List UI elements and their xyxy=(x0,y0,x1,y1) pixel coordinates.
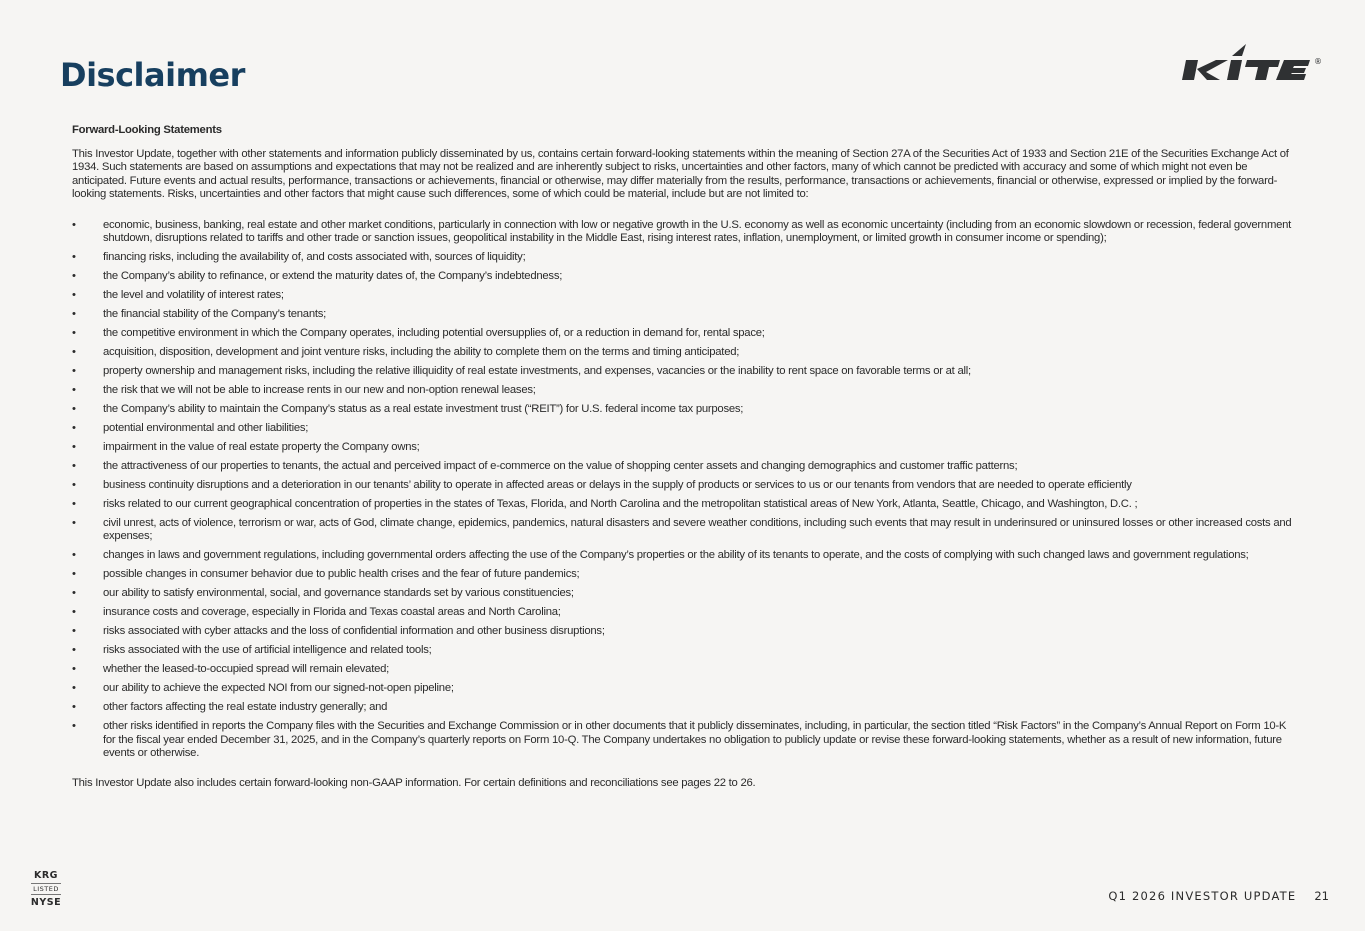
kite-logo-icon xyxy=(1176,42,1324,84)
bullet-icon: • xyxy=(72,568,76,581)
list-item-text: the Company’s ability to maintain the Company’s status as a real estate investment trust (“REIT”) for U.S. federal income tax purposes; xyxy=(103,403,744,416)
intro-paragraph: This Investor Update, together with other statements and information publicly disseminated by us, contains certain forward-looking statements within the meaning of Section 27A of the Securities Act of 1933 and Section 21E of the Securities Exchange Act of 1934. Such statements are based on assumptions and expectations that may not be realized and are inherently subject to risks, uncertainties and other factors, many of which cannot be predicted with accuracy and some of which might not even be anticipated. Future events and actual results, performance, transactions or achievements, financial or otherwise, may differ materially from the results, performance, transactions or achievements, financial or otherwise, expressed or implied by the forward-looking statements. Risks, uncertainties and other factors that might cause such differences, some of which could be material, include but are not limited to: xyxy=(72,148,1289,200)
list-item xyxy=(72,384,1294,397)
bullet-icon: • xyxy=(72,251,76,264)
bullet-icon: • xyxy=(72,625,76,638)
list-item xyxy=(72,701,1294,714)
list-item-text: insurance costs and coverage, especially in Florida and Texas coastal areas and North Carolina; xyxy=(103,606,561,619)
list-item xyxy=(72,587,1294,600)
bullet-icon: • xyxy=(72,498,76,511)
bullet-icon: • xyxy=(72,517,76,530)
list-item xyxy=(72,308,1294,321)
risk-factor-list xyxy=(72,219,1294,760)
list-item xyxy=(72,682,1294,695)
list-item xyxy=(72,663,1294,676)
list-item-text: risks related to our current geographical concentration of properties in the states of Texas, Florida, and North Carolina and the metropolitan statistical areas of New York, Atlanta, Seattle, Chicago, and Washington, D.C. ; xyxy=(103,498,1138,511)
report-label: Q1 2026 INVESTOR UPDATE xyxy=(1108,889,1297,903)
list-item xyxy=(72,606,1294,619)
bullet-icon: • xyxy=(72,682,76,695)
ticker-badge xyxy=(28,870,64,908)
bullet-icon: • xyxy=(72,289,76,302)
list-item-text: changes in laws and government regulations, including governmental orders affecting the use of the Company’s properties or the ability of its tenants to operate, and the costs of complying with such changed laws and government regulations; xyxy=(103,549,1249,562)
list-item-text: the financial stability of the Company’s tenants; xyxy=(103,308,327,321)
page-number: 21 xyxy=(1314,889,1329,903)
bullet-icon: • xyxy=(72,327,76,340)
bullet-icon: • xyxy=(72,403,76,416)
ticker-symbol: KRG xyxy=(34,870,58,881)
list-item-text: impairment in the value of real estate property the Company owns; xyxy=(103,441,420,454)
bullet-icon: • xyxy=(72,346,76,359)
list-item xyxy=(72,251,1294,264)
list-item-text: the level and volatility of interest rates; xyxy=(103,289,284,302)
list-item-text: other risks identified in reports the Company files with the Securities and Exchange Commission or in other documents that it publicly disseminates, including, in particular, the section titled “Risk Factors” in the Company’s Annual Report on Form 10-K for the fiscal year ended December 31, 2025, and in the Company’s quarterly reports on Form 10-Q. The Company undertakes no obligation to publicly update or revise these forward-looking statements, whether as a result of new information, future events or otherwise. xyxy=(103,720,1287,759)
kite-logo xyxy=(1176,42,1324,84)
list-item-text: the risk that we will not be able to increase rents in our new and non-option renewal leases; xyxy=(103,384,536,397)
list-item xyxy=(72,327,1294,340)
bullet-icon: • xyxy=(72,479,76,492)
list-item xyxy=(72,289,1294,302)
list-item xyxy=(72,346,1294,359)
list-item xyxy=(72,441,1294,454)
bullet-icon: • xyxy=(72,460,76,473)
list-item-text: acquisition, disposition, development and joint venture risks, including the ability to complete them on the terms and timing anticipated; xyxy=(103,346,740,359)
page-footer xyxy=(1108,889,1329,903)
bullet-icon: • xyxy=(72,270,76,283)
page-title: Disclaimer xyxy=(60,56,245,94)
list-item-text: property ownership and management risks, including the relative illiquidity of real estate investments, and expenses, vacancies or the inability to rent space on favorable terms or at all; xyxy=(103,365,971,378)
bullet-icon: • xyxy=(72,701,76,714)
bullet-icon: • xyxy=(72,644,76,657)
bullet-icon: • xyxy=(72,441,76,454)
bullet-icon: • xyxy=(72,587,76,600)
list-item xyxy=(72,403,1294,416)
ticker-listed: LISTED xyxy=(31,883,61,895)
list-item xyxy=(72,479,1294,492)
list-item-text: business continuity disruptions and a deterioration in our tenants’ ability to operate in affected areas or delays in the supply of products or services to us or our tenants from vendors that are needed to operate efficiently xyxy=(103,479,1132,492)
list-item-text: risks associated with the use of artificial intelligence and related tools; xyxy=(103,644,432,657)
list-item xyxy=(72,720,1294,760)
list-item-text: our ability to achieve the expected NOI from our signed-not-open pipeline; xyxy=(103,682,454,695)
list-item xyxy=(72,644,1294,657)
bullet-icon: • xyxy=(72,308,76,321)
bullet-icon: • xyxy=(72,384,76,397)
list-item-text: the Company’s ability to refinance, or extend the maturity dates of, the Company’s indebtedness; xyxy=(103,270,563,283)
list-item xyxy=(72,517,1294,543)
ticker-exchange: NYSE xyxy=(30,897,62,908)
bullet-icon: • xyxy=(72,219,76,232)
disclaimer-body xyxy=(72,124,1294,790)
bullet-icon: • xyxy=(72,720,76,733)
bullet-icon: • xyxy=(72,663,76,676)
list-item xyxy=(72,422,1294,435)
list-item-text: civil unrest, acts of violence, terrorism or war, acts of God, climate change, epidemics, pandemics, natural disasters and severe weather conditions, including such events that may result in underinsured or uninsured losses or other increased costs and expenses; xyxy=(103,517,1292,543)
closing-paragraph: This Investor Update also includes certain forward-looking non-GAAP information. For certain definitions and reconciliations see pages 22 to 26. xyxy=(72,777,756,790)
list-item-text: financing risks, including the availability of, and costs associated with, sources of liquidity; xyxy=(103,251,526,264)
list-item-text: potential environmental and other liabilities; xyxy=(103,422,309,435)
list-item-text: the competitive environment in which the Company operates, including potential oversupplies of, or a reduction in demand for, rental space; xyxy=(103,327,765,340)
list-item-text: possible changes in consumer behavior due to public health crises and the fear of future pandemics; xyxy=(103,568,580,581)
list-item xyxy=(72,365,1294,378)
list-item xyxy=(72,549,1294,562)
list-item-text: whether the leased-to-occupied spread will remain elevated; xyxy=(103,663,390,676)
list-item-text: economic, business, banking, real estate and other market conditions, particularly in connection with low or negative growth in the U.S. economy as well as economic uncertainty (including from an economic slowdown or recession, federal government shutdown, disruptions related to tariffs and other trade or sanction issues, geopolitical instability in the Middle East, rising interest rates, inflation, unemployment, or limited growth in consumer income or spending); xyxy=(103,219,1292,245)
list-item xyxy=(72,625,1294,638)
list-item xyxy=(72,568,1294,581)
bullet-icon: • xyxy=(72,549,76,562)
bullet-icon: • xyxy=(72,365,76,378)
section-heading: Forward-Looking Statements xyxy=(72,124,222,136)
list-item xyxy=(72,219,1294,245)
bullet-icon: • xyxy=(72,606,76,619)
list-item xyxy=(72,498,1294,511)
list-item-text: the attractiveness of our properties to tenants, the actual and perceived impact of e-commerce on the value of shopping center assets and changing demographics and customer traffic patterns; xyxy=(103,460,1018,473)
registered-mark: ® xyxy=(1314,57,1322,66)
list-item-text: risks associated with cyber attacks and the loss of confidential information and other business disruptions; xyxy=(103,625,605,638)
list-item-text: other factors affecting the real estate industry generally; and xyxy=(103,701,388,714)
list-item xyxy=(72,270,1294,283)
bullet-icon: • xyxy=(72,422,76,435)
list-item xyxy=(72,460,1294,473)
list-item-text: our ability to satisfy environmental, social, and governance standards set by various constituencies; xyxy=(103,587,574,600)
